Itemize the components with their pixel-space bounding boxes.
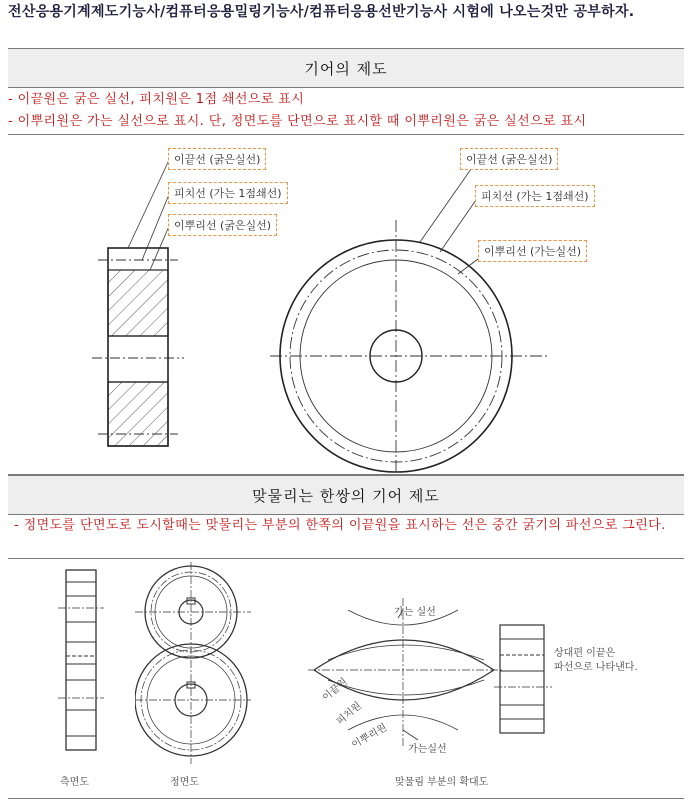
rule-line: - 이뿌리원은 가는 실선으로 표시. 단, 정면도를 단면으로 표시할 때 이뿌리원은 굵은 실선으로 표시	[8, 114, 587, 129]
label-root-circle: 이뿌리원	[350, 722, 389, 751]
caption-front-view: 정면도	[170, 777, 199, 788]
label-tip-line: 이끝선 (굵은실선)	[460, 148, 558, 170]
label-pitch-line: 피치선 (가는 1점쇄선)	[475, 185, 595, 207]
caption-side-view: 측면도	[60, 777, 89, 788]
meshing-front-view-drawing	[135, 562, 255, 772]
label-tip-circle: 이끝원	[320, 676, 350, 704]
note-dashed-tip	[554, 647, 638, 675]
label-root-line: 이뿌리선 (굵은실선)	[168, 214, 277, 236]
label-thin-solid-top: 가는 실선	[394, 607, 436, 618]
rule-line: - 정면도를 단면도로 도시할때는 맞물리는 부분의 한쪽의 이끝원을 표시하는 선은 중간 굵기의 파선으로 그린다.	[14, 518, 666, 533]
separator	[8, 798, 684, 799]
rule-line: - 이끝원은 굵은 실선, 피치원은 1점 쇄선으로 표시	[8, 92, 305, 107]
label-pitch-line: 피치선 (가는 1점쇄선)	[168, 182, 288, 204]
dashed-tip-note-drawing	[494, 615, 554, 745]
section-meshing-gears-header	[8, 475, 684, 515]
label-pitch-circle: 피치원	[334, 700, 364, 728]
separator	[8, 558, 684, 559]
label-tip-line: 이끝선 (굵은실선)	[168, 148, 266, 170]
section-title: 맞물리는 한쌍의 기어 제도	[252, 486, 440, 505]
section-title: 기어의 제도	[304, 59, 388, 78]
label-root-line: 이뿌리선 (가는실선)	[478, 240, 587, 262]
note-line: 상대편 이끝은	[554, 648, 616, 659]
meshing-side-view-drawing	[40, 560, 120, 770]
section-gear-drawing-header	[8, 48, 684, 88]
intro-text: 전산응용기계제도기능사/컴퓨터응용밀링기능사/컴퓨터응용선반기능사 시험에 나오는것만 공부하자.	[8, 4, 635, 20]
note-line: 파선으로 나타낸다.	[554, 662, 638, 673]
label-thin-solid-bottom: 가는실선	[408, 744, 447, 755]
caption-mesh-detail: 맞물림 부분의 확대도	[395, 777, 489, 788]
separator	[8, 134, 684, 135]
